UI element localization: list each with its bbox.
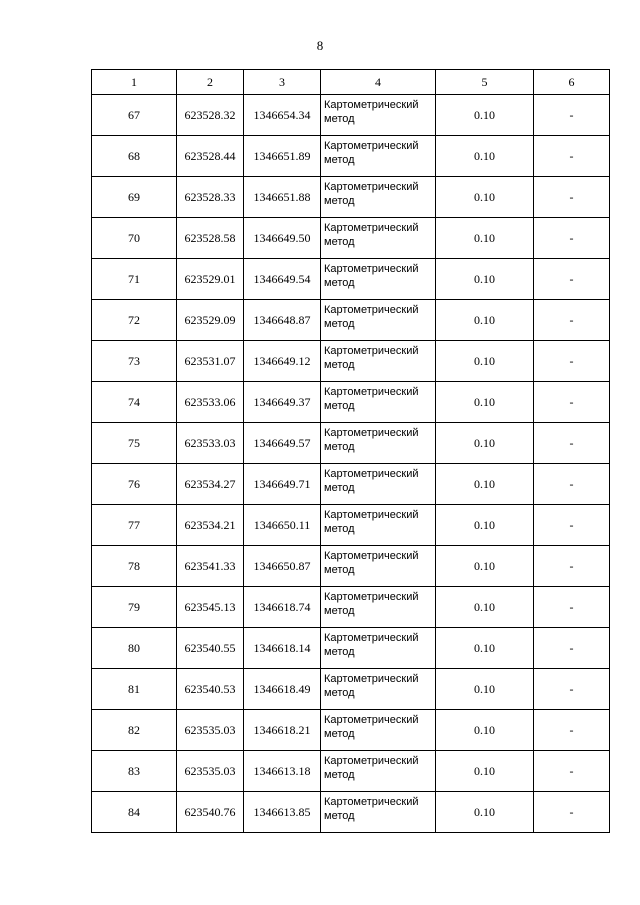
coordinates-table	[91, 69, 610, 833]
y-coordinate-cell: 1346618.49	[244, 669, 321, 710]
table-row	[92, 382, 610, 423]
accuracy-cell: 0.10	[436, 546, 534, 587]
method-cell	[321, 300, 436, 341]
table-row	[92, 464, 610, 505]
x-coordinate-cell: 623540.76	[177, 792, 244, 833]
note-cell: -	[534, 382, 610, 423]
point-number-cell: 78	[92, 546, 177, 587]
page-number: 8	[316, 38, 324, 53]
table-row	[92, 792, 610, 833]
y-coordinate-cell: 1346654.34	[244, 95, 321, 136]
y-coordinate-cell: 1346618.21	[244, 710, 321, 751]
table-row	[92, 95, 610, 136]
table-header-row	[92, 70, 610, 95]
x-coordinate-cell: 623534.21	[177, 505, 244, 546]
method-cell	[321, 628, 436, 669]
x-coordinate-cell: 623528.33	[177, 177, 244, 218]
point-number-cell: 77	[92, 505, 177, 546]
note-cell: -	[534, 300, 610, 341]
x-coordinate-cell: 623528.58	[177, 218, 244, 259]
y-coordinate-cell: 1346649.50	[244, 218, 321, 259]
x-coordinate-cell: 623529.01	[177, 259, 244, 300]
y-coordinate-cell: 1346613.18	[244, 751, 321, 792]
accuracy-cell: 0.10	[436, 218, 534, 259]
point-number-cell: 83	[92, 751, 177, 792]
x-coordinate-cell: 623541.33	[177, 546, 244, 587]
point-number-cell: 81	[92, 669, 177, 710]
point-number-cell: 84	[92, 792, 177, 833]
accuracy-cell: 0.10	[436, 792, 534, 833]
point-number-cell: 72	[92, 300, 177, 341]
method-text: Картометрический метод	[324, 509, 419, 535]
method-text: Картометрический метод	[324, 796, 419, 822]
accuracy-cell: 0.10	[436, 669, 534, 710]
table-body	[92, 95, 610, 833]
method-text: Картометрический метод	[324, 550, 419, 576]
x-coordinate-cell: 623528.32	[177, 95, 244, 136]
point-number-cell: 70	[92, 218, 177, 259]
method-text: Картометрический метод	[324, 427, 419, 453]
point-number-cell: 76	[92, 464, 177, 505]
method-cell	[321, 259, 436, 300]
y-coordinate-cell: 1346650.11	[244, 505, 321, 546]
header-cell: 3	[244, 70, 321, 95]
method-text: Картометрический метод	[324, 304, 419, 330]
method-text: Картометрический метод	[324, 140, 419, 166]
table-row	[92, 341, 610, 382]
x-coordinate-cell: 623535.03	[177, 710, 244, 751]
note-cell: -	[534, 464, 610, 505]
accuracy-cell: 0.10	[436, 505, 534, 546]
y-coordinate-cell: 1346651.88	[244, 177, 321, 218]
accuracy-cell: 0.10	[436, 423, 534, 464]
x-coordinate-cell: 623528.44	[177, 136, 244, 177]
accuracy-cell: 0.10	[436, 95, 534, 136]
header-cell: 6	[534, 70, 610, 95]
y-coordinate-cell: 1346649.54	[244, 259, 321, 300]
table-row	[92, 751, 610, 792]
note-cell: -	[534, 218, 610, 259]
x-coordinate-cell: 623545.13	[177, 587, 244, 628]
table-row	[92, 710, 610, 751]
point-number-cell: 67	[92, 95, 177, 136]
y-coordinate-cell: 1346648.87	[244, 300, 321, 341]
method-text: Картометрический метод	[324, 99, 419, 125]
method-cell	[321, 341, 436, 382]
table-row	[92, 505, 610, 546]
accuracy-cell: 0.10	[436, 710, 534, 751]
note-cell: -	[534, 669, 610, 710]
table-row	[92, 259, 610, 300]
method-cell	[321, 464, 436, 505]
y-coordinate-cell: 1346618.14	[244, 628, 321, 669]
method-cell	[321, 751, 436, 792]
method-cell	[321, 95, 436, 136]
accuracy-cell: 0.10	[436, 587, 534, 628]
accuracy-cell: 0.10	[436, 628, 534, 669]
accuracy-cell: 0.10	[436, 177, 534, 218]
header-cell: 1	[92, 70, 177, 95]
y-coordinate-cell: 1346649.71	[244, 464, 321, 505]
point-number-cell: 74	[92, 382, 177, 423]
note-cell: -	[534, 505, 610, 546]
method-text: Картометрический метод	[324, 386, 419, 412]
method-cell	[321, 587, 436, 628]
table-row	[92, 587, 610, 628]
point-number-cell: 82	[92, 710, 177, 751]
method-cell	[321, 382, 436, 423]
method-cell	[321, 710, 436, 751]
table-row	[92, 669, 610, 710]
header-cell: 2	[177, 70, 244, 95]
header-cell: 5	[436, 70, 534, 95]
x-coordinate-cell: 623540.55	[177, 628, 244, 669]
accuracy-cell: 0.10	[436, 382, 534, 423]
note-cell: -	[534, 710, 610, 751]
method-text: Картометрический метод	[324, 345, 419, 371]
method-text: Картометрический метод	[324, 673, 419, 699]
point-number-cell: 73	[92, 341, 177, 382]
note-cell: -	[534, 628, 610, 669]
point-number-cell: 69	[92, 177, 177, 218]
table-row	[92, 423, 610, 464]
note-cell: -	[534, 136, 610, 177]
x-coordinate-cell: 623529.09	[177, 300, 244, 341]
y-coordinate-cell: 1346649.37	[244, 382, 321, 423]
x-coordinate-cell: 623531.07	[177, 341, 244, 382]
accuracy-cell: 0.10	[436, 751, 534, 792]
table-row	[92, 546, 610, 587]
x-coordinate-cell: 623535.03	[177, 751, 244, 792]
method-cell	[321, 136, 436, 177]
y-coordinate-cell: 1346618.74	[244, 587, 321, 628]
table-row	[92, 218, 610, 259]
note-cell: -	[534, 259, 610, 300]
accuracy-cell: 0.10	[436, 300, 534, 341]
note-cell: -	[534, 792, 610, 833]
method-cell	[321, 792, 436, 833]
point-number-cell: 68	[92, 136, 177, 177]
method-cell	[321, 669, 436, 710]
point-number-cell: 79	[92, 587, 177, 628]
y-coordinate-cell: 1346613.85	[244, 792, 321, 833]
method-text: Картометрический метод	[324, 632, 419, 658]
y-coordinate-cell: 1346649.57	[244, 423, 321, 464]
header-cell: 4	[321, 70, 436, 95]
y-coordinate-cell: 1346650.87	[244, 546, 321, 587]
note-cell: -	[534, 751, 610, 792]
note-cell: -	[534, 546, 610, 587]
table-row	[92, 628, 610, 669]
table-row	[92, 136, 610, 177]
method-cell	[321, 177, 436, 218]
y-coordinate-cell: 1346649.12	[244, 341, 321, 382]
method-cell	[321, 546, 436, 587]
method-text: Картометрический метод	[324, 222, 419, 248]
accuracy-cell: 0.10	[436, 136, 534, 177]
note-cell: -	[534, 341, 610, 382]
note-cell: -	[534, 177, 610, 218]
method-text: Картометрический метод	[324, 468, 419, 494]
note-cell: -	[534, 587, 610, 628]
method-cell	[321, 423, 436, 464]
x-coordinate-cell: 623533.03	[177, 423, 244, 464]
method-text: Картометрический метод	[324, 591, 419, 617]
method-text: Картометрический метод	[324, 181, 419, 207]
note-cell: -	[534, 423, 610, 464]
point-number-cell: 80	[92, 628, 177, 669]
note-cell: -	[534, 95, 610, 136]
x-coordinate-cell: 623540.53	[177, 669, 244, 710]
point-number-cell: 75	[92, 423, 177, 464]
y-coordinate-cell: 1346651.89	[244, 136, 321, 177]
accuracy-cell: 0.10	[436, 341, 534, 382]
table-row	[92, 177, 610, 218]
method-cell	[321, 505, 436, 546]
accuracy-cell: 0.10	[436, 259, 534, 300]
table-row	[92, 300, 610, 341]
method-cell	[321, 218, 436, 259]
method-text: Картометрический метод	[324, 714, 419, 740]
method-text: Картометрический метод	[324, 263, 419, 289]
x-coordinate-cell: 623534.27	[177, 464, 244, 505]
x-coordinate-cell: 623533.06	[177, 382, 244, 423]
method-text: Картометрический метод	[324, 755, 419, 781]
point-number-cell: 71	[92, 259, 177, 300]
accuracy-cell: 0.10	[436, 464, 534, 505]
